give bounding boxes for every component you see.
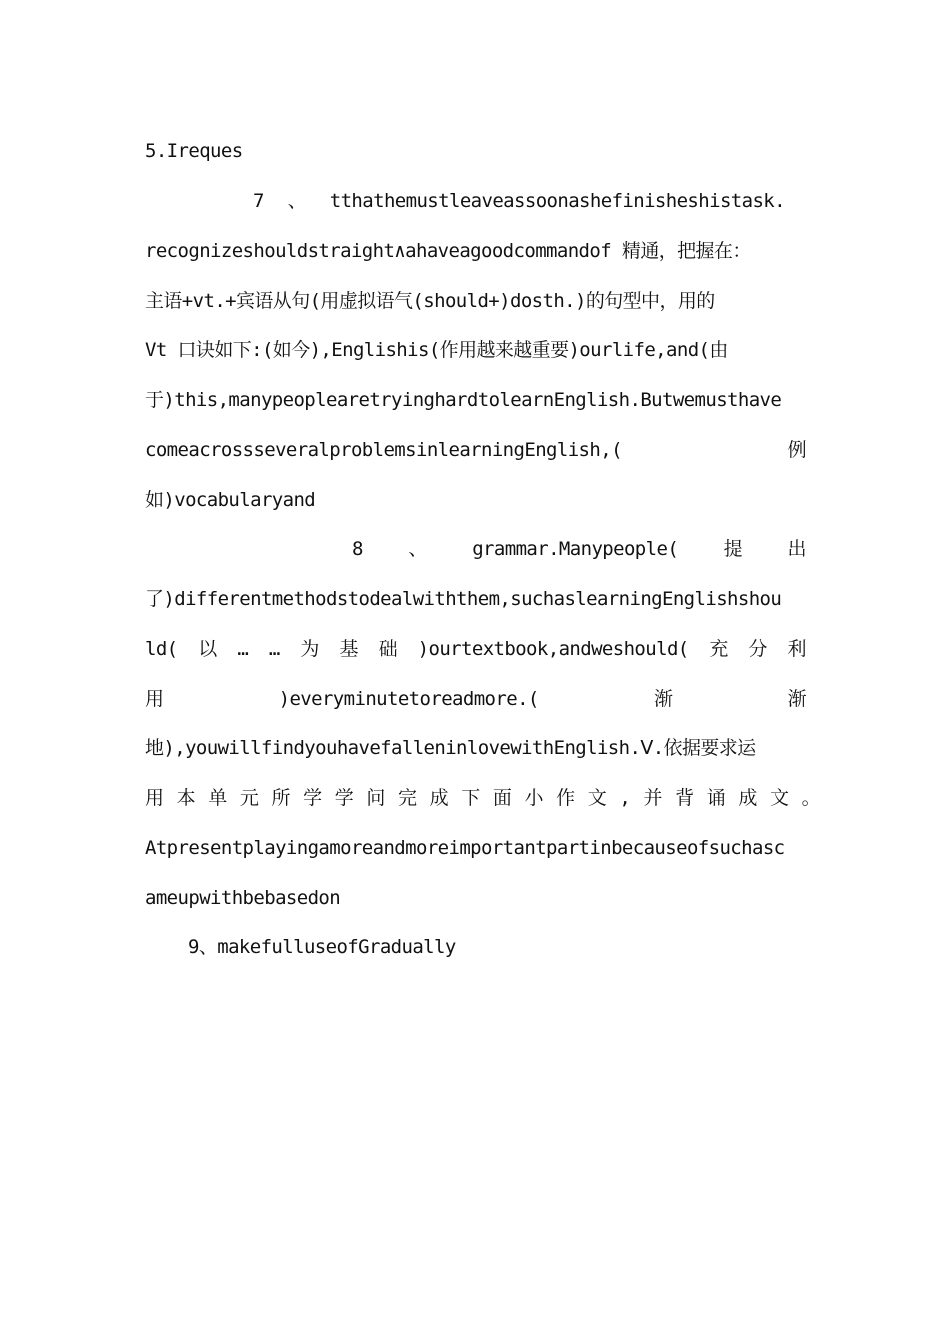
- text-fragment: 文: [769, 787, 789, 809]
- text-fragment: comeacrossseveralproblemsinlearningEnglish,(: [145, 439, 622, 461]
- list-number: 8: [352, 538, 363, 560]
- text-fragment: 面: [492, 787, 512, 809]
- text-fragment: 以: [198, 638, 217, 660]
- text-fragment: tthathemustleaveassoonashefinisheshistask.: [329, 190, 785, 212]
- text-fragment: 、: [287, 190, 306, 212]
- text-fragment: ,: [619, 787, 631, 809]
- text-line: 了)differentmethodstodealwiththem,suchaslearningEnglishshou: [145, 588, 782, 610]
- text-fragment: 所: [271, 787, 290, 809]
- text-fragment: …: [237, 638, 249, 660]
- text-fragment: 成: [429, 787, 449, 809]
- text-fragment: 提: [723, 538, 743, 560]
- text-fragment: 渐: [787, 688, 806, 710]
- text-fragment: 作: [556, 787, 575, 809]
- text-fragment: 用: [145, 688, 164, 710]
- text-line: [145, 636, 806, 662]
- text-fragment: 诵: [706, 787, 726, 809]
- text-fragment: 用: [145, 787, 164, 809]
- text-line: [145, 785, 820, 811]
- text-fragment: 背: [675, 787, 694, 809]
- text-fragment: 利: [787, 638, 806, 660]
- text-line: 5.Ireques: [145, 140, 243, 162]
- text-line: 如)vocabularyand: [145, 489, 316, 511]
- text-line: 于)this,manypeoplearetryinghardtolearnEnglish.Butwemusthave: [145, 389, 782, 411]
- text-fragment: )ourtextbook,andweshould(: [417, 638, 689, 660]
- text-line: [253, 188, 785, 214]
- text-fragment: )everyminutetoreadmore.(: [278, 688, 539, 710]
- text-fragment: 小: [524, 787, 543, 809]
- list-number: 7: [253, 190, 264, 212]
- text-fragment: 出: [787, 538, 806, 560]
- text-fragment: 、: [408, 538, 427, 560]
- text-fragment: ld(: [145, 638, 178, 660]
- text-fragment: 基: [339, 638, 358, 660]
- text-line: [352, 536, 806, 562]
- text-fragment: 学: [334, 787, 354, 809]
- text-fragment: 本: [176, 787, 196, 809]
- text-line: 9、makefulluseofGradually: [188, 936, 456, 958]
- text-line: recognizeshouldstraight∧ahaveagoodcommandof 精通，把握在：: [145, 240, 751, 262]
- text-fragment: …: [268, 638, 280, 660]
- text-fragment: grammar.Manypeople(: [472, 538, 679, 560]
- text-line: Vt 口诀如下:(如今),Englishis(作用越来越重要)ourlife,and(由: [145, 339, 728, 361]
- text-fragment: 完: [398, 787, 417, 809]
- text-line: [145, 686, 806, 712]
- text-fragment: 充: [709, 638, 728, 660]
- text-fragment: 单: [208, 787, 227, 809]
- text-fragment: 渐: [653, 688, 673, 710]
- text-line: Atpresentplayingamoreandmoreimportantpartinbecauseofsuchasc: [145, 837, 785, 859]
- text-line: 主语+vt.+宾语从句(用虚拟语气(should+)dosth.)的句型中，用的: [145, 290, 715, 312]
- text-fragment: 为: [300, 638, 319, 660]
- text-fragment: 。: [801, 787, 820, 809]
- text-fragment: 学: [303, 787, 322, 809]
- text-line: [145, 437, 806, 463]
- text-line: 地),youwillfindyouhavefalleninlovewithEnglish.Ⅴ.依据要求运: [145, 737, 756, 759]
- text-fragment: 下: [461, 787, 480, 809]
- text-line: ameupwithbebasedon: [145, 887, 341, 909]
- text-fragment: 文: [587, 787, 607, 809]
- text-fragment: 元: [239, 787, 259, 809]
- text-fragment: 础: [378, 638, 397, 660]
- text-fragment: 成: [738, 787, 757, 809]
- text-fragment: 分: [748, 638, 767, 660]
- text-fragment: 问: [366, 787, 385, 809]
- text-fragment: 例: [787, 439, 806, 461]
- text-fragment: 并: [643, 787, 662, 809]
